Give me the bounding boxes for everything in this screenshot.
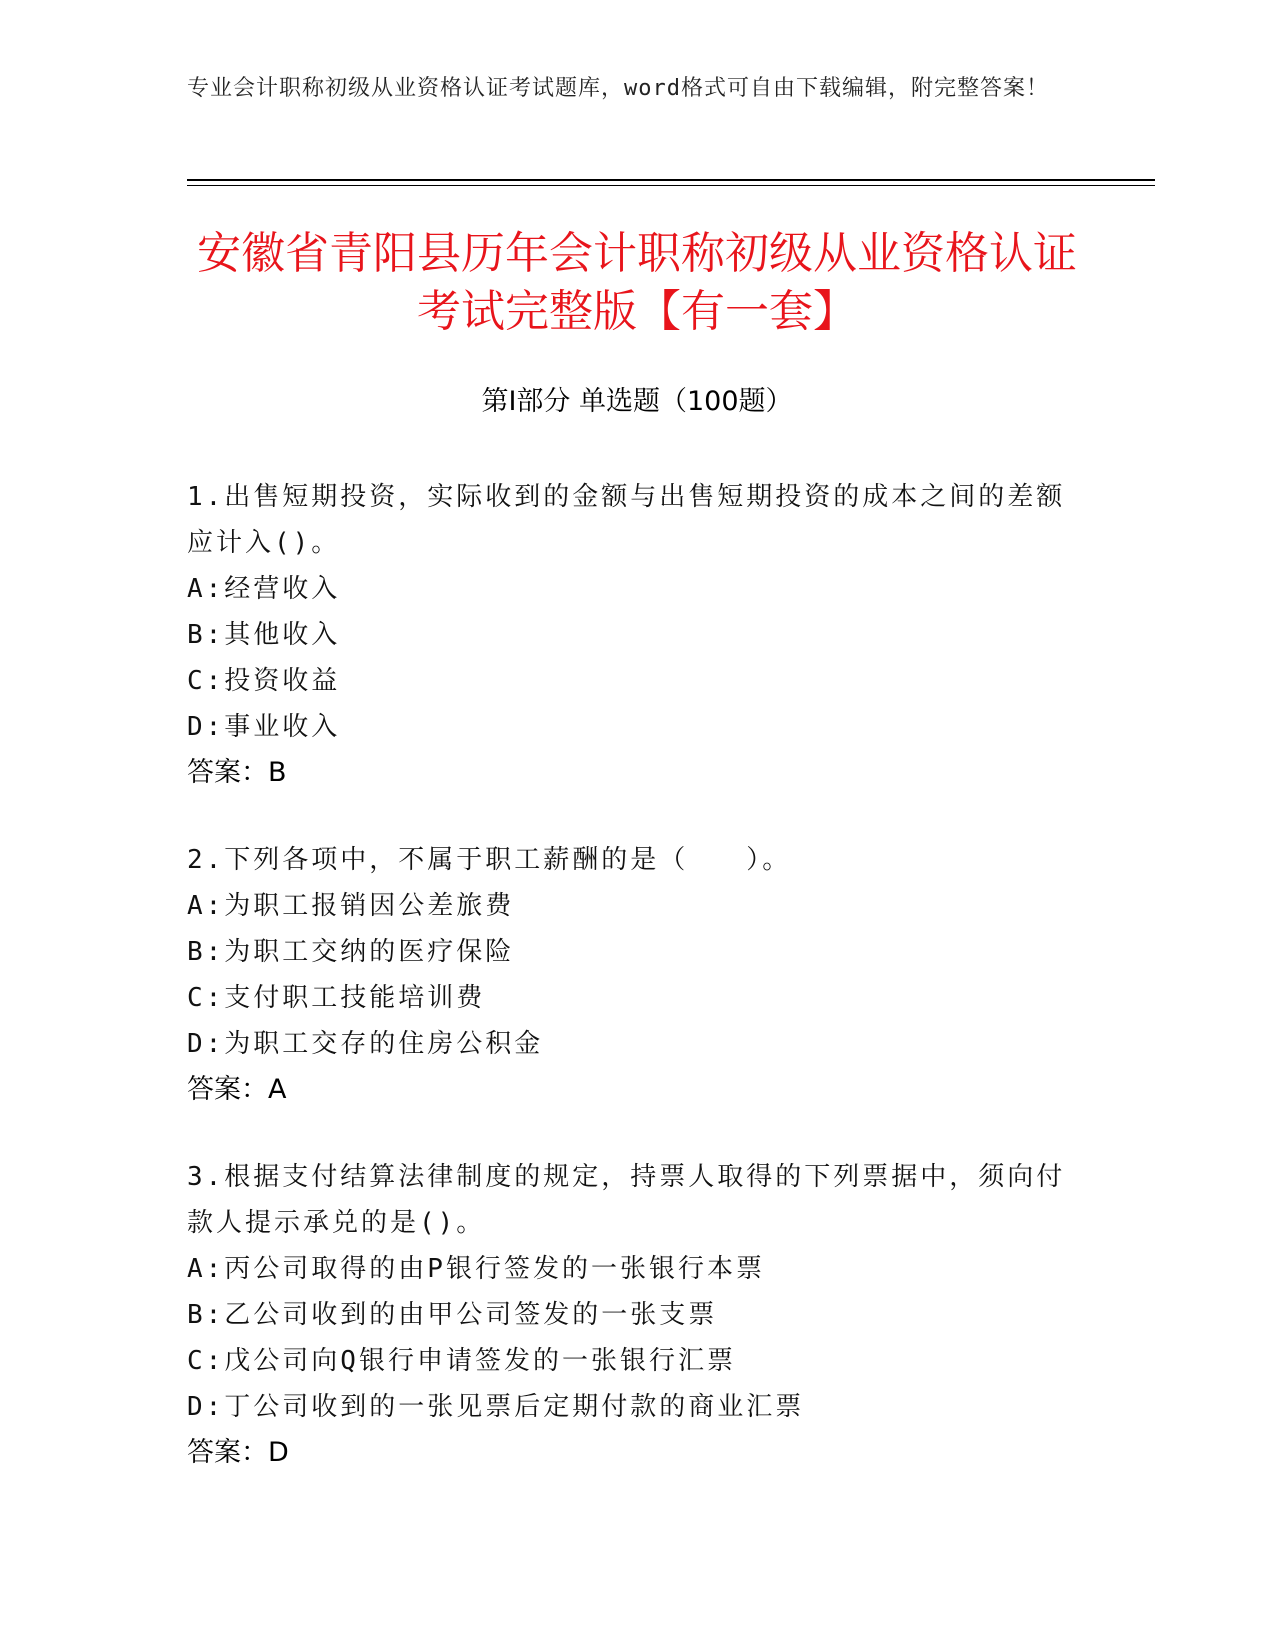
question-text: 3.根据支付结算法律制度的规定，持票人取得的下列票据中，须向付款人提示承兑的是()。: [187, 1162, 1066, 1238]
header-divider-thin: [187, 185, 1155, 186]
option-b: B:其他收入: [187, 620, 341, 650]
document-title: 安徽省青阳县历年会计职称初级从业资格认证考试完整版【有一套】: [197, 228, 1077, 337]
option-c: C:投资收益: [187, 666, 341, 696]
section-title: 第I部分 单选题（100题）: [481, 386, 793, 417]
question-1: [187, 474, 1067, 796]
question-list: [187, 474, 1067, 1517]
option-a: A:经营收入: [187, 574, 341, 604]
option-c: C:支付职工技能培训费: [187, 983, 486, 1013]
header-note: 专业会计职称初级从业资格认证考试题库，word格式可自由下载编辑，附完整答案！: [187, 76, 1049, 101]
answer-line: 答案：A: [187, 1074, 287, 1105]
header-divider-thick: [187, 179, 1155, 181]
question-3: [187, 1154, 1067, 1476]
answer-line: 答案：D: [187, 1437, 289, 1468]
option-d: D:为职工交存的住房公积金: [187, 1029, 544, 1059]
option-c: C:戊公司向Q银行申请签发的一张银行汇票: [187, 1346, 736, 1376]
option-d: D:事业收入: [187, 712, 341, 742]
option-d: D:丁公司收到的一张见票后定期付款的商业汇票: [187, 1392, 805, 1422]
answer-line: 答案：B: [187, 757, 287, 788]
question-text: 2.下列各项中，不属于职工薪酬的是（ ）。: [187, 845, 792, 875]
option-a: A:为职工报销因公差旅费: [187, 891, 515, 921]
option-b: B:为职工交纳的医疗保险: [187, 937, 515, 967]
option-b: B:乙公司收到的由甲公司签发的一张支票: [187, 1300, 718, 1330]
question-2: [187, 837, 1067, 1113]
option-a: A:丙公司取得的由P银行签发的一张银行本票: [187, 1254, 765, 1284]
question-text: 1.出售短期投资，实际收到的金额与出售短期投资的成本之间的差额应计入()。: [187, 482, 1066, 558]
